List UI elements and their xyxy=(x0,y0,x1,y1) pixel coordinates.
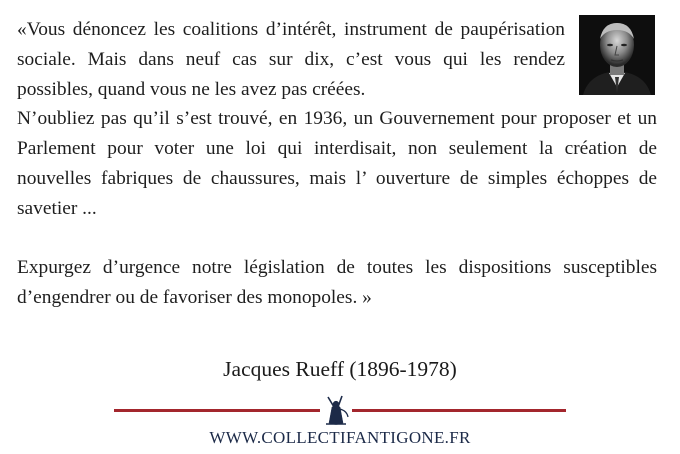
portrait-photo-icon xyxy=(579,15,655,95)
author-portrait xyxy=(579,15,655,95)
divider-left xyxy=(114,409,320,412)
paragraph-spacer xyxy=(17,224,657,254)
quote-paragraph-2: N’oubliez pas qu’il s’est trouvé, en 1936, un Gouvernement pour proposer et un Parlement pour voter une loi qui interdisait, non seulement la création de nouvelles fabriques de chaussures, mais l’ ouverture de simples échoppes de savetier ... xyxy=(17,108,657,219)
quote-block xyxy=(17,15,657,313)
divider-right xyxy=(352,409,566,412)
quote-paragraph-1: «Vous dénoncez les coalitions d’intérêt, instrument de paupérisation sociale. Mais dans neuf cas sur dix, c’est vous qui les rendez possibles, quand vous ne les avez pas créées. xyxy=(17,19,565,100)
site-url[interactable]: WWW.COLLECTIFANTIGONE.FR xyxy=(209,428,471,447)
antigone-figure-logo-icon xyxy=(320,393,352,427)
antigone-logo xyxy=(320,393,352,427)
author-name: Jacques Rueff (1896-1978) xyxy=(223,357,457,381)
quote-paragraph-3: Expurgez d’urgence notre législation de toutes les dispositions susceptibles d’engendrer ou de favoriser des monopoles. » xyxy=(17,257,657,309)
